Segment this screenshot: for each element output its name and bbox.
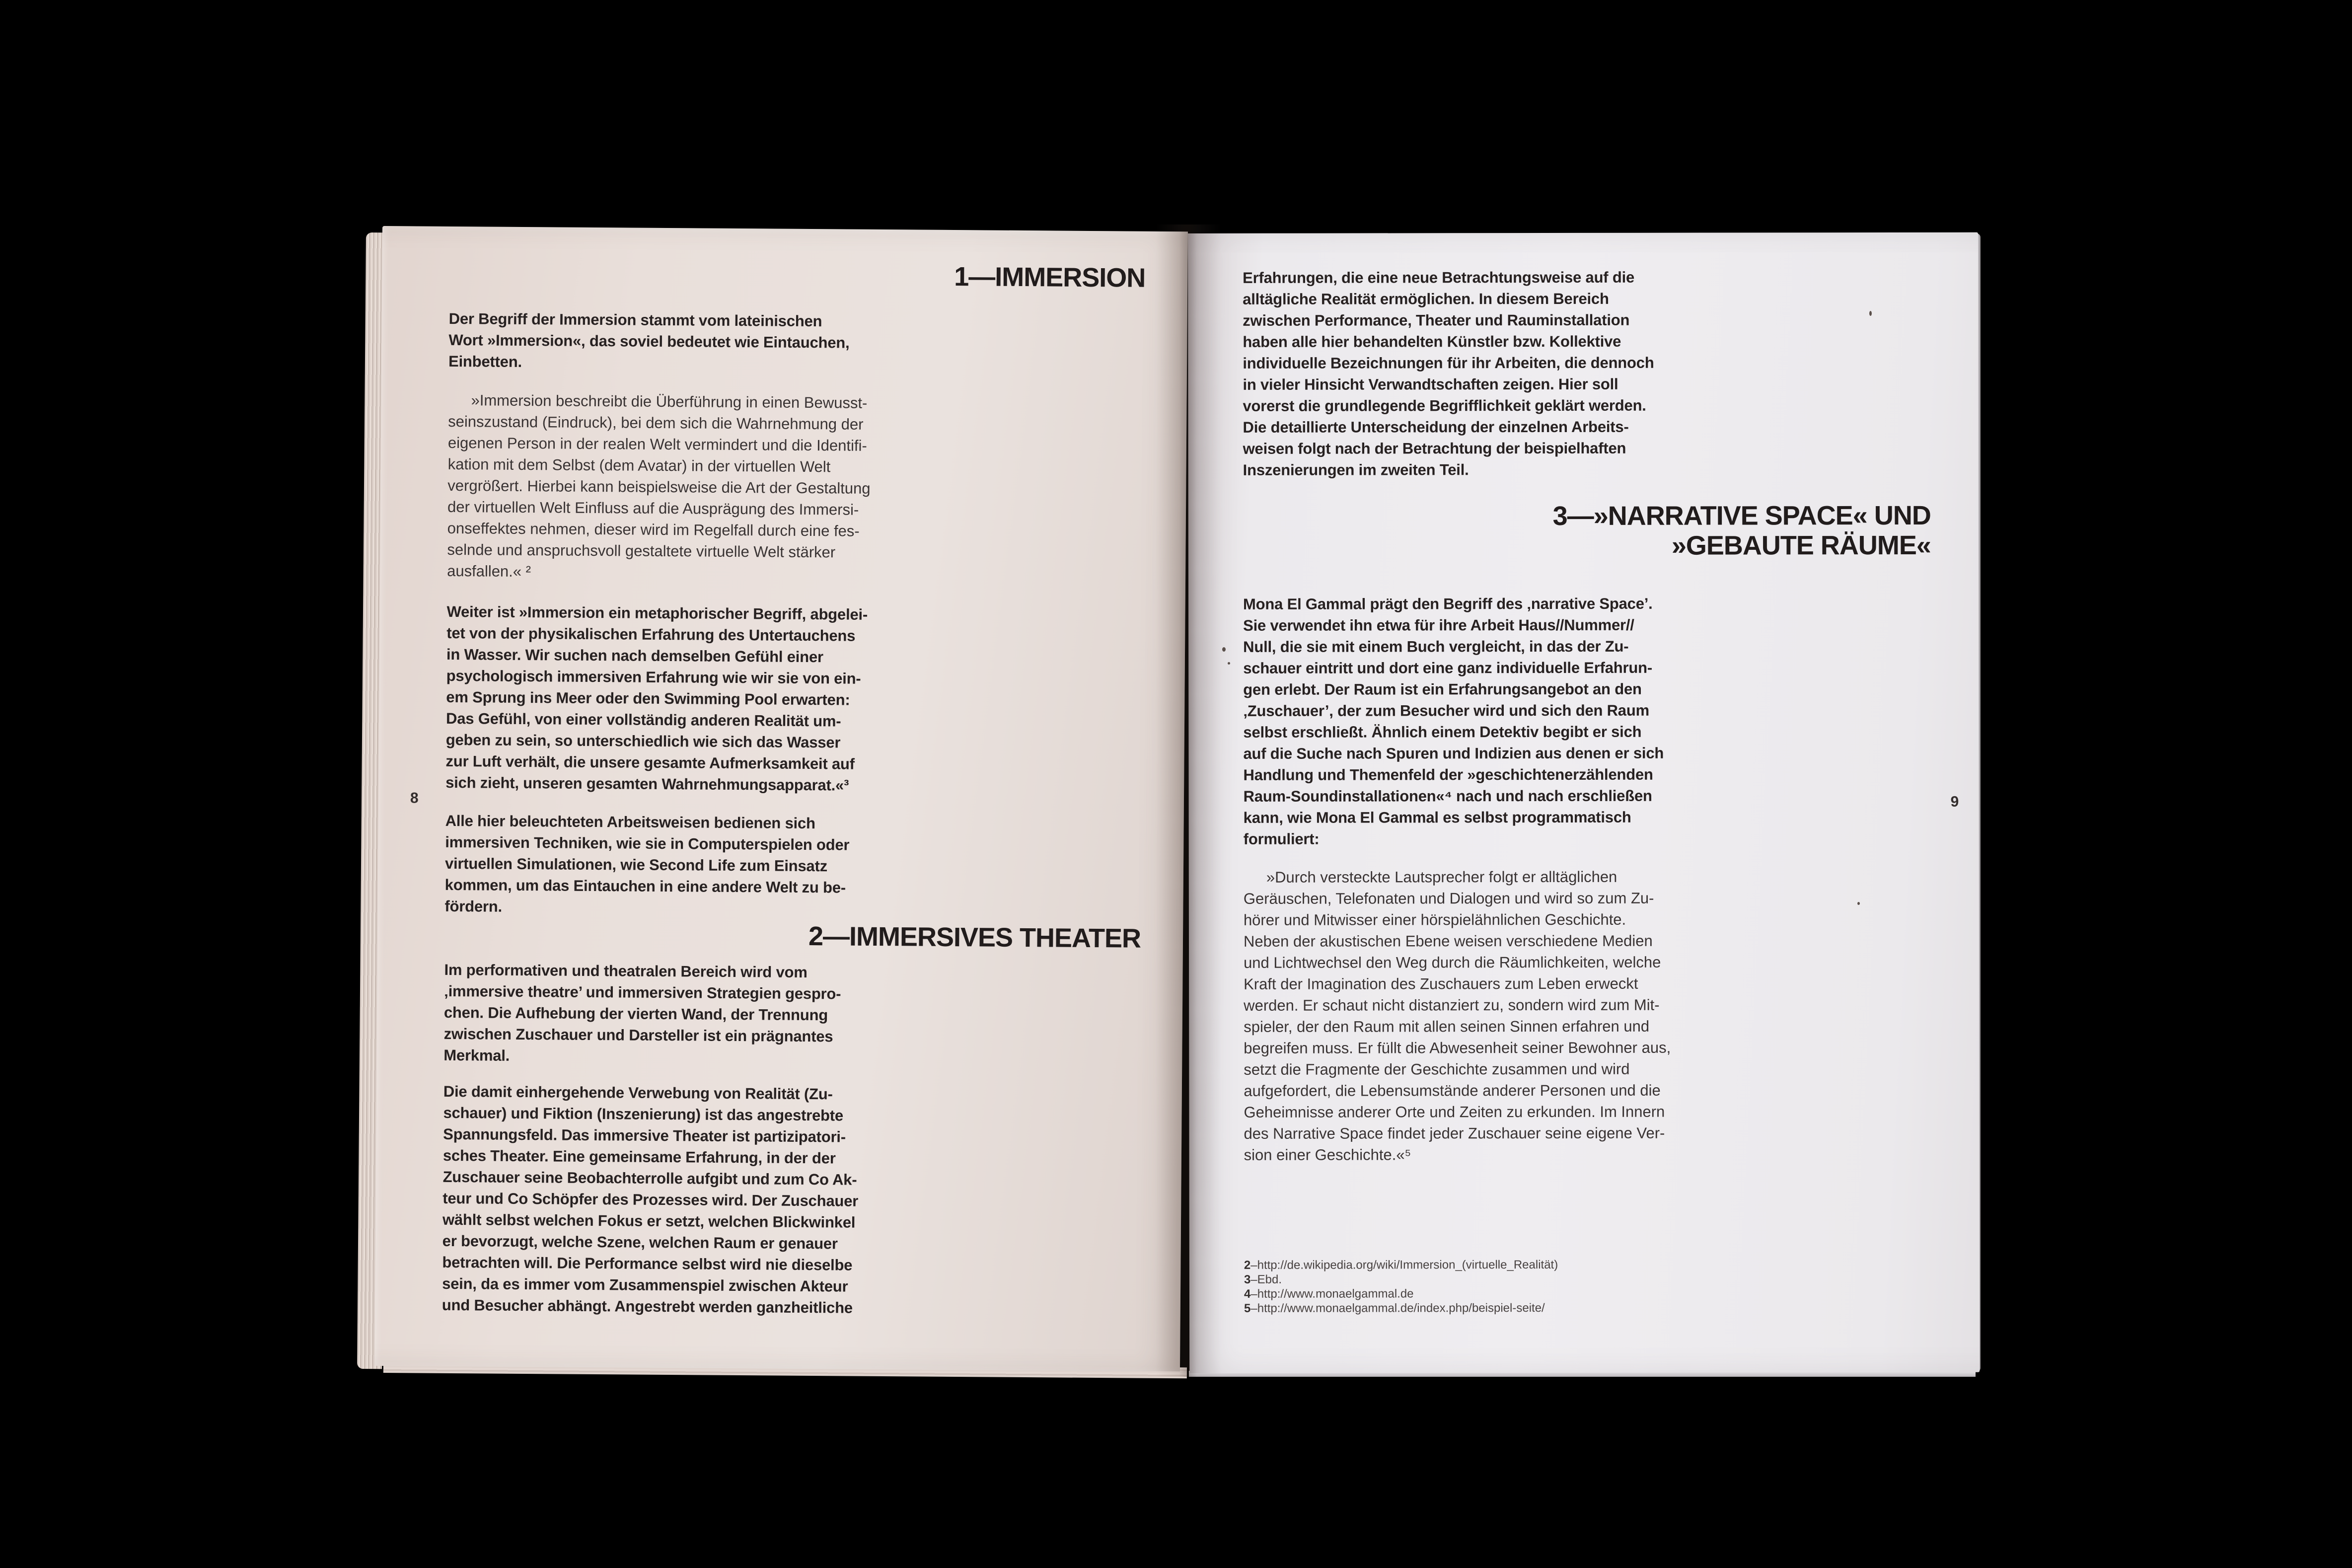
blockquote: »Immersion beschreibt die Überführung in einen Bewusst- seinszustand (Eindruck), bei dem sich die Wahrnehmung der eigenen Person in der realen Welt vermindert und die Identifi- kation mit dem Selbst (dem Avatar) in der virtuellen Welt vergrößert. Hierbei kann beispielsweise die Art der Gestaltung der virtuellen Welt Einfluss auf die Ausprägung des Immersi- onseffektes nehmen, dieser wird im Regelfall durch eine fes- selnde und anspruchsvoll gestaltete virtuelle Welt stärker ausfallen.« ² xyxy=(447,391,871,581)
footnote-text: –http://de.wikipedia.org/wiki/Immersion_(virtuelle_Realität) xyxy=(1250,1258,1558,1272)
paper-speck xyxy=(1222,647,1226,652)
section-heading-immersives-theater: 2—IMMERSIVES THEATER xyxy=(808,921,1141,954)
footnote-text: –http://www.monaelgammal.de xyxy=(1250,1287,1414,1301)
page-number-left: 8 xyxy=(410,790,419,807)
footnote-number: 5 xyxy=(1244,1301,1251,1315)
footnote-number: 3 xyxy=(1244,1272,1251,1286)
footnote xyxy=(1244,1258,1558,1272)
footnote xyxy=(1244,1301,1558,1316)
paragraph: Alle hier beleuchteten Arbeitsweisen bedienen sich immersiven Techniken, wie sie in Computerspielen oder virtuellen Simulationen, wie Second Life zum Einsatz kommen, um das Eintauchen in eine andere Welt zu be- fördern. xyxy=(444,812,850,915)
section-heading-narrative-space: 3—»NARRATIVE SPACE« UND »GEBAUTE RÄUME« xyxy=(1552,500,1931,561)
paragraph: Erfahrungen, die eine neue Betrachtungsweise auf die alltägliche Realität ermöglichen. In diesem Bereich zwischen Performance, Theater und Rauminstallation haben alle hier behandelten Künstler bzw. Kollektive individuelle Bezeichnungen für ihr Arbeiten, die dennoch in vieler Hinsicht Verwandtschaften zeigen. Hier soll vorerst die grundlegende Begrifflichkeit geklärt werden. Die detaillierte Unterscheidung der einzelnen Arbeits- weisen folgt nach der Betrachtung der beispielhaften Inszenierungen im zweiten Teil. xyxy=(1243,268,1654,479)
footnote xyxy=(1244,1286,1558,1301)
footnotes xyxy=(1244,1258,1558,1316)
paragraph: Im performativen und theatralen Bereich wird vom ‚immersive theatre’ und immersiven Strategien gespro- chen. Die Aufhebung der vierten Wand, der Trennung zwischen Zuschauer und Darsteller ist ein prägnantes Merkmal. xyxy=(443,961,841,1064)
paper-speck xyxy=(1869,311,1872,316)
book-page-left xyxy=(374,226,1188,1371)
paragraph: Der Begriff der Immersion stammt vom lateinischen Wort »Immersion«, das soviel bedeutet wie Eintauchen, Einbetten. xyxy=(448,309,850,371)
footnote-number: 2 xyxy=(1244,1258,1251,1272)
footnote-number: 4 xyxy=(1244,1287,1251,1301)
paper-speck xyxy=(1228,662,1230,665)
blockquote: »Durch versteckte Lautsprecher folgt er alltäglichen Geräuschen, Telefonaten und Dialogen und wird so zum Zu- hörer und Mitwisser einer hörspielähnlichen Geschichte. Neben der akustischen Ebene weisen verschiedene Medien und Lichtwechsel den Weg durch die Räumlichkeiten, welche Kraft der Imagination des Zuschauers zum Leben erweckt werden. Er schaut nicht distanziert zu, sondern wird zum Mit- spieler, der den Raum mit allen seinen Sinnen erfahren und begreifen muss. Er füllt die Abwesenheit seiner Bewohner aus, setzt die Fragmente der Geschichte zusammen und wird aufgefordert, die Lebensumstände anderer Personen und die Geheimnisse anderer Orte und Zeiten zu erkunden. Im Innern des Narrative Space findet jeder Zuschauer seine eigene Ver- sion einer Geschichte.«⁵ xyxy=(1243,868,1671,1164)
page-number-right: 9 xyxy=(1950,793,1959,810)
paragraph: Die damit einhergehende Verwebung von Realität (Zu- schauer) und Fiktion (Inszenierung) ist das angestrebte Spannungsfeld. Das immersive Theater ist partizipatori- sches Theater. Eine gemeinsame Erfahrung, in der der Zuschauer seine Beobachterrolle aufgibt und zum Co Ak- teur und Co Schöpfer des Prozesses wird. Der Zuschauer wählt selbst welchen Fokus er setzt, welchen Blickwinkel er bevorzugt, welche Szene, welchen Raum er genauer betrachten will. Die Performance selbst wird nie dieselbe sein, da es immer vom Zusammenspiel zwischen Akteur und Besucher abhängt. Angestrebt werden ganzheitliche xyxy=(441,1082,859,1317)
footnote-text: –Ebd. xyxy=(1250,1272,1282,1286)
paragraph: Weiter ist »Immersion ein metaphorischer Begriff, abgelei- tet von der physikalischen Erfahrung des Untertauchens in Wasser. Wir suchen nach demselben Gefühl einer psychologisch immersiven Erfahrung wie wir sie von ein- em Sprung ins Meer oder den Swimming Pool erwarten: Das Gefühl, von einer vollständig anderen Realität um- geben zu sein, so unterschiedlich wie sich das Wasser zur Luft verhält, die unsere gesamte Aufmerksamkeit auf sich zieht, unseren gesamten Wahrnehmungsapparat.«³ xyxy=(445,602,868,794)
footnote-text: –http://www.monaelgammal.de/index.php/beispiel-seite/ xyxy=(1250,1301,1545,1315)
book-page-right xyxy=(1188,232,1980,1373)
footnote xyxy=(1244,1272,1558,1287)
paper-speck xyxy=(1857,902,1860,905)
section-heading-immersion: 1—IMMERSION xyxy=(954,262,1146,293)
paragraph: Mona El Gammal prägt den Begriff des ‚narrative Space’. Sie verwendet ihn etwa für ihre Arbeit Haus//Nummer// Null, die sie mit einem Buch vergleicht, in das der Zu- schauer eintritt und dort eine ganz individuelle Erfahrun- gen erlebt. Der Raum ist ein Erfahrungsangebot an den ‚Zuschauer’, der zum Besucher wird und sich den Raum selbst erschließt. Ähnlich einem Detektiv begibt er sich auf die Suche nach Spuren und Indizien aus denen er sich Handlung und Themenfeld der »geschichtenerzählenden Raum-Soundinstallationen«⁴ nach und nach erschließen kann, wie Mona El Gammal es selbst programmatisch formuliert: xyxy=(1243,595,1664,848)
